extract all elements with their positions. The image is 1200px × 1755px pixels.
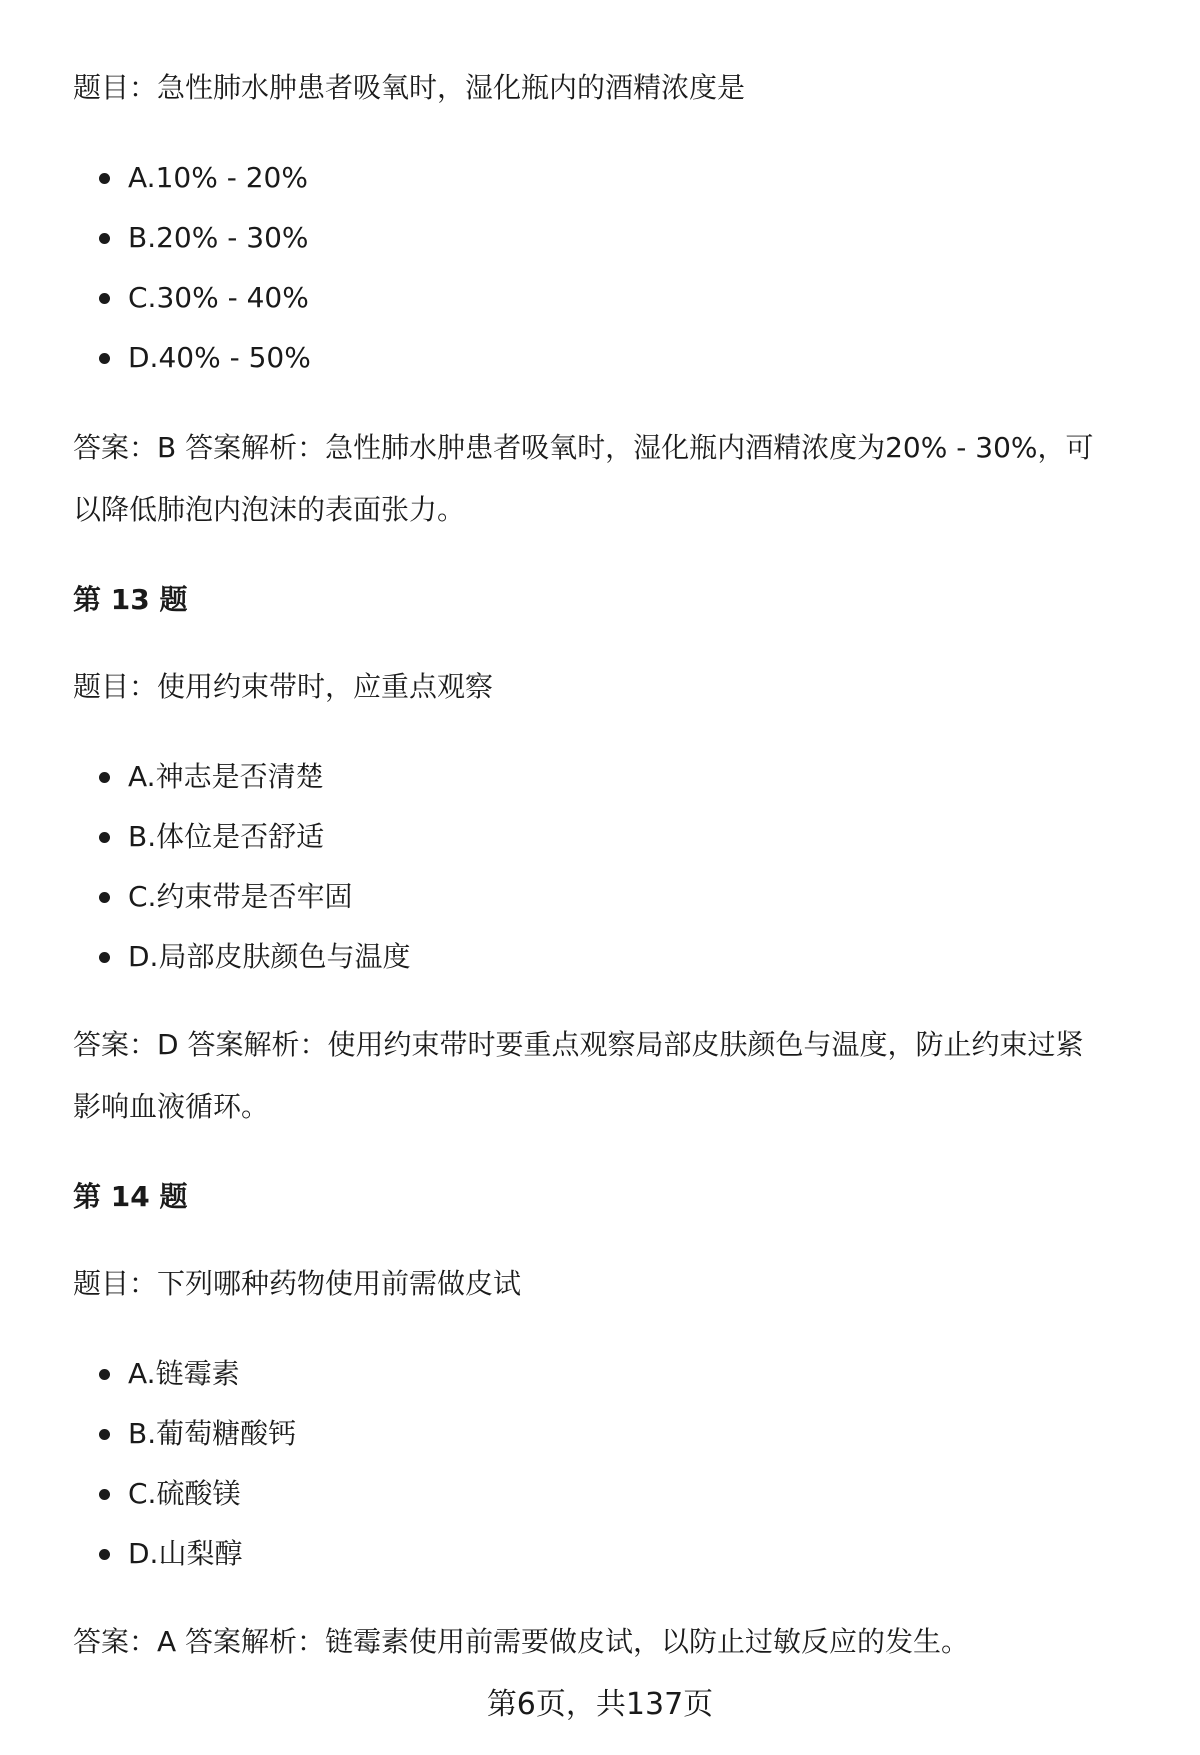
bullet-icon — [99, 772, 110, 783]
q14-option-b: B.葡萄糖酸钙 — [128, 1417, 297, 1450]
q13-option-b: B.体位是否舒适 — [128, 820, 325, 853]
bullet-icon — [99, 353, 110, 364]
q12-answer-line-2: 以降低肺泡内泡沫的表面张力。 — [73, 493, 466, 526]
bullet-icon — [99, 1549, 110, 1560]
bullet-icon — [99, 173, 110, 184]
q12-option-a: A.10% - 20% — [128, 161, 308, 194]
q13-option-c: C.约束带是否牢固 — [128, 880, 353, 913]
bullet-icon — [99, 952, 110, 963]
q13-answer-line-1: 答案：D 答案解析：使用约束带时要重点观察局部皮肤颜色与温度，防止约束过紧 — [73, 1028, 1084, 1061]
bullet-icon — [99, 233, 110, 244]
bullet-icon — [99, 1429, 110, 1440]
bullet-icon — [99, 293, 110, 304]
q12-option-c: C.30% - 40% — [128, 281, 309, 314]
q13-answer-line-2: 影响血液循环。 — [73, 1090, 270, 1123]
q14-option-d: D.山梨醇 — [128, 1537, 243, 1570]
q14-option-c: C.硫酸镁 — [128, 1477, 241, 1510]
q13-option-d: D.局部皮肤颜色与温度 — [128, 940, 411, 973]
page-number: 第6页，共137页 — [486, 1687, 714, 1722]
bullet-icon — [99, 1489, 110, 1500]
q12-option-b: B.20% - 30% — [128, 221, 309, 254]
q13-option-a: A.神志是否清楚 — [128, 760, 324, 793]
q12-option-d: D.40% - 50% — [128, 341, 311, 374]
q14-heading: 第 14 题 — [73, 1180, 188, 1213]
q13-question: 题目：使用约束带时，应重点观察 — [73, 670, 494, 703]
q12-question: 题目：急性肺水肿患者吸氧时，湿化瓶内的酒精浓度是 — [73, 71, 746, 104]
bullet-icon — [99, 832, 110, 843]
q14-option-a: A.链霉素 — [128, 1357, 240, 1390]
q14-question: 题目：下列哪种药物使用前需做皮试 — [73, 1267, 522, 1300]
bullet-icon — [99, 1369, 110, 1380]
q14-answer-line-1: 答案：A 答案解析：链霉素使用前需要做皮试，以防止过敏反应的发生。 — [73, 1625, 970, 1658]
q12-answer-line-1: 答案：B 答案解析：急性肺水肿患者吸氧时，湿化瓶内酒精浓度为20% - 30%，可 — [73, 431, 1094, 464]
bullet-icon — [99, 892, 110, 903]
q13-heading: 第 13 题 — [73, 583, 188, 616]
